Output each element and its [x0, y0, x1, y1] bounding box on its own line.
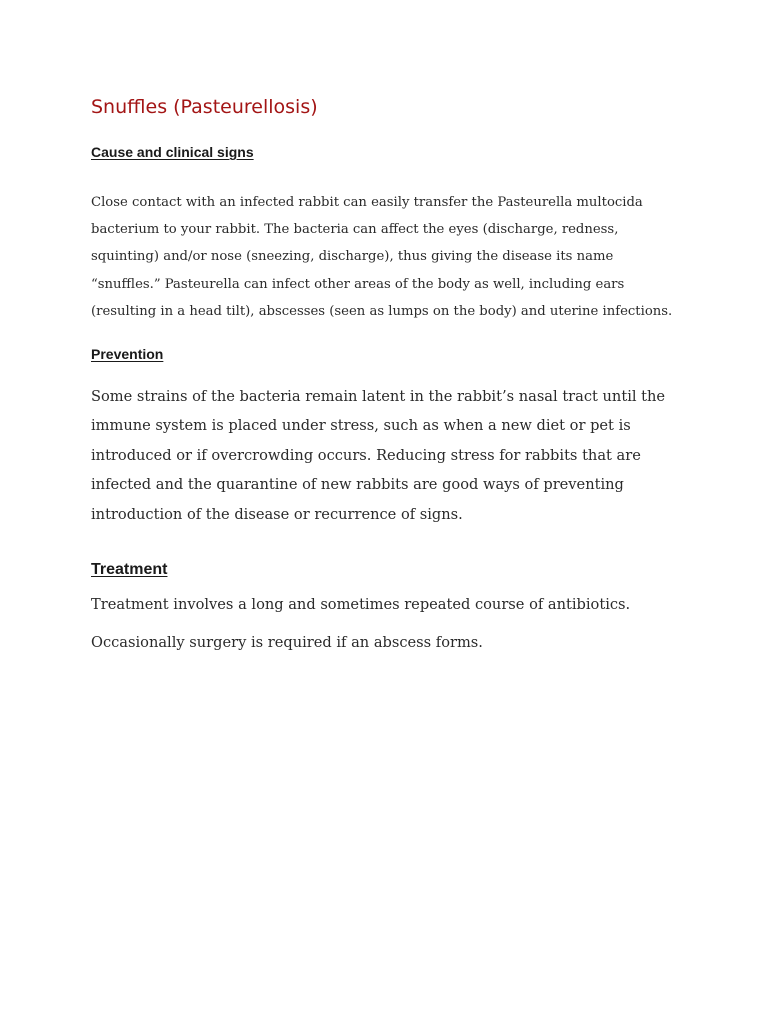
prevention-line: immune system is placed under stress, such as when a new diet or pet is: [91, 417, 631, 435]
cause-line: (resulting in a head tilt), abscesses (seen as lumps on the body) and uterine infections.: [91, 303, 673, 319]
section-heading-treatment: Treatment: [91, 561, 168, 578]
cause-paragraph: [91, 189, 691, 325]
prevention-line: introduction of the disease or recurrence of signs.: [91, 505, 463, 523]
cause-line: Close contact with an infected rabbit can easily transfer the Pasteurella multocida: [91, 195, 643, 210]
treatment-paragraph: Occasionally surgery is required if an abscess forms.: [91, 634, 483, 651]
section-heading-cause: Cause and clinical signs: [91, 144, 254, 160]
cause-line: squinting) and/or nose (sneezing, discharge), thus giving the disease its name: [91, 249, 614, 265]
section-heading-prevention: Prevention: [91, 346, 164, 362]
page-title: Snuffles (Pasteurellosis): [91, 96, 318, 118]
prevention-line: infected and the quarantine of new rabbits are good ways of preventing: [91, 476, 624, 494]
treatment-paragraph: Treatment involves a long and sometimes repeated course of antibiotics.: [91, 596, 631, 613]
prevention-paragraph: [91, 382, 691, 529]
cause-line: bacterium to your rabbit. The bacteria can affect the eyes (discharge, redness,: [91, 222, 619, 238]
cause-line: “snuffles.” Pasteurella can infect other areas of the body as well, including ears: [91, 276, 625, 292]
prevention-line: introduced or if overcrowding occurs. Reducing stress for rabbits that are: [91, 446, 641, 464]
prevention-line: Some strains of the bacteria remain latent in the rabbit’s nasal tract until the: [91, 388, 666, 405]
